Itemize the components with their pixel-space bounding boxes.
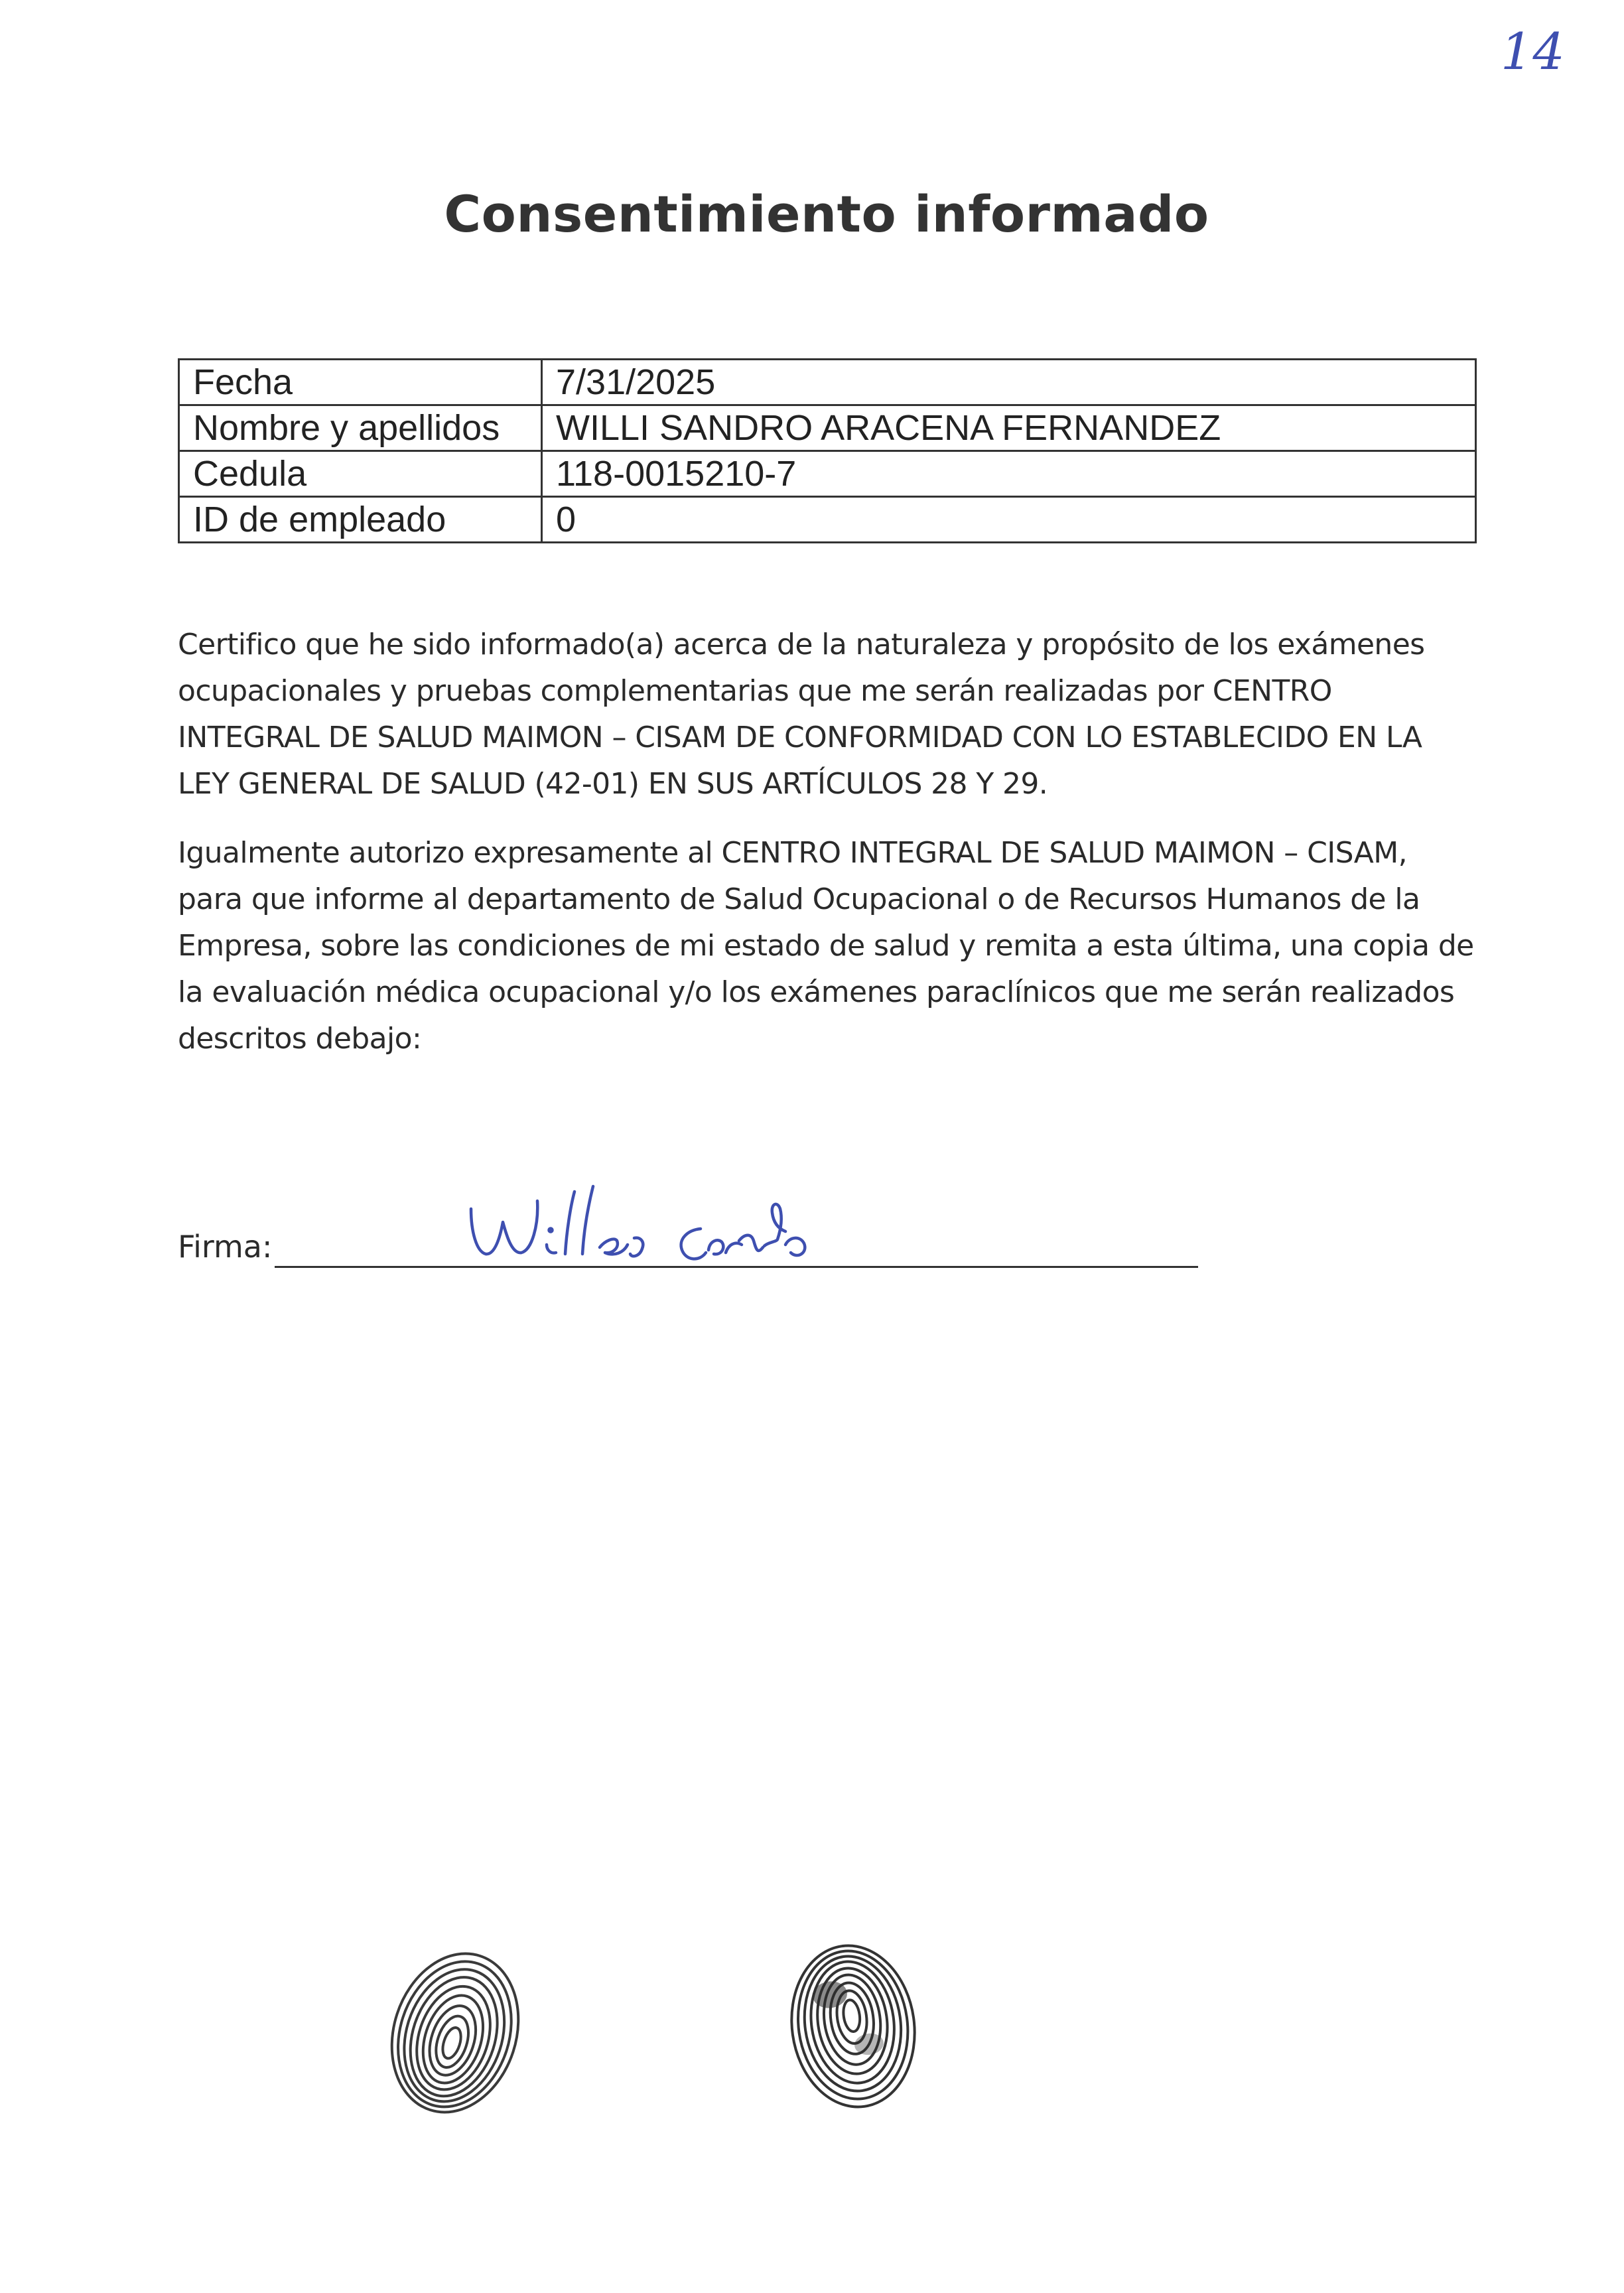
date-value: 7/31/2025 [542,360,1476,405]
table-row [179,451,1476,497]
certification-paragraph: Certifico que he sido informado(a) acerca de la naturaleza y propósito de los exámenes ocupacionales y pruebas complementarias que me serán realizadas por CENTRO INTEGRAL DE SALUD MAIMON – CISAM DE CONFORMIDAD CON LO ESTABLECIDO EN LA LEY GENERAL DE SALUD (42-01) EN SUS ARTÍCULOS 28 Y 29. [178,628,1425,801]
signature-line [275,1266,1198,1268]
date-label: Fecha [179,360,542,405]
table-row [179,360,1476,405]
handwritten-signature [284,1168,894,1274]
name-value: WILLI SANDRO ARACENA FERNANDEZ [542,405,1476,451]
authorization-paragraph: Igualmente autorizo expresamente al CENTRO INTEGRAL DE SALUD MAIMON – CISAM, para que informe al departamento de Salud Ocupacional o de Recursos Humanos de la Empresa, sobre las condiciones de mi estado de salud y remita a esta última, una copia de la evaluación médica ocupacional y/o los exámenes paraclínicos que me serán realizados descritos debajo: [178,836,1474,1056]
document-title: Consentimiento informado [444,184,1209,243]
right-fingerprint-image [776,1931,931,2120]
patient-info-table [178,358,1477,543]
table-row [179,405,1476,451]
table-row [179,497,1476,543]
employee-id-value: 0 [542,497,1476,543]
page-number: 14 [1501,22,1565,81]
name-label: Nombre y apellidos [179,405,542,451]
id-card-value: 118-0015210-7 [542,451,1476,497]
employee-id-label: ID de empleado [179,497,542,543]
signature-label: Firma: [178,1229,273,1265]
signature-block [178,1168,1199,1281]
left-fingerprint-image [366,1930,545,2135]
id-card-label: Cedula [179,451,542,497]
